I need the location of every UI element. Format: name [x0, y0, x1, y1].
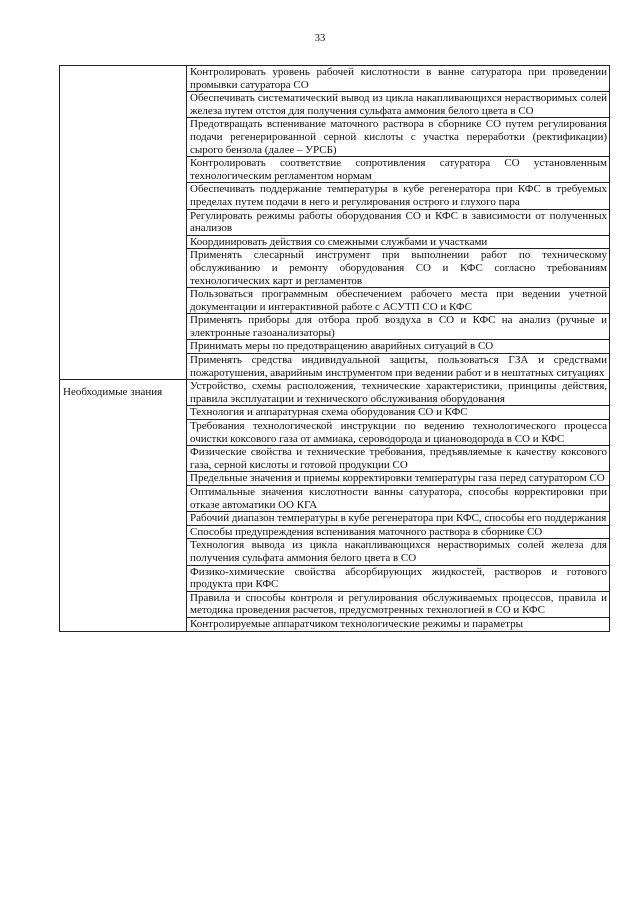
requirement-cell: Физические свойства и технические требования, предъявляемые к качеству коксового газа, серной кислоты и готовой продукции СО: [187, 446, 610, 472]
requirement-cell: Предельные значения и приемы корректировки температуры газа перед сатуратором СО: [187, 472, 610, 486]
requirement-cell: Регулировать режимы работы оборудования СО и КФС в зависимости от полученных анализов: [187, 209, 610, 235]
requirement-cell: Оптимальные значения кислотности ванны сатуратора, способы корректировки при отказе автоматики ОО КГА: [187, 486, 610, 512]
requirement-cell: Предотвращать вспенивание маточного раствора в сборнике СО путем регулирования подачи регенерированной серной кислоты с участка переработки (ректификации) сырого бензола (далее – УРСБ): [187, 118, 610, 157]
requirement-cell: Принимать меры по предотвращению аварийных ситуаций в СО: [187, 340, 610, 354]
requirement-cell: Технология и аппаратурная схема оборудования СО и КФС: [187, 406, 610, 420]
section-label: Необходимые знания: [60, 380, 187, 631]
requirement-cell: Технология вывода из цикла накапливающихся нерастворимых солей железа для получения сульфата аммония белого цвета в СО: [187, 539, 610, 565]
table-row: [60, 66, 610, 92]
page-number: 33: [314, 33, 326, 44]
requirement-cell: Обеспечивать поддержание температуры в кубе регенератора при КФС в требуемых пределах путем подачи в него и регулирования острого и глухого пара: [187, 183, 610, 209]
competency-table-body: [60, 66, 610, 632]
requirement-cell: Контролируемые аппаратчиком технологические режимы и параметры: [187, 617, 610, 631]
requirement-cell: Правила и способы контроля и регулирования обслуживаемых процессов, правила и методика проведения расчетов, предусмотренных технологией в СО и КФС: [187, 591, 610, 617]
section-label-empty: [60, 66, 187, 380]
requirement-cell: Требования технологической инструкции по ведению технологического процесса очистки коксового газа от аммиака, сероводорода и циановодорода в СО и КФС: [187, 420, 610, 446]
competency-table: [59, 65, 610, 632]
requirement-cell: Устройство, схемы расположения, технические характеристики, принципы действия, правила эксплуатации и технического обслуживания оборудования: [187, 380, 610, 406]
requirement-cell: Пользоваться программным обеспечением рабочего места при ведении учетной документации и интерактивной работе с АСУТП СО и КФС: [187, 288, 610, 314]
table-row: [60, 380, 610, 406]
requirement-cell: Способы предупреждения вспенивания маточного раствора в сборнике СО: [187, 525, 610, 539]
requirement-cell: Контролировать соответствие сопротивления сатуратора СО установленным технологическим регламентом нормам: [187, 157, 610, 183]
requirement-cell: Физико-химические свойства абсорбирующих жидкостей, растворов и готового продукта при КФС: [187, 565, 610, 591]
requirement-cell: Применять слесарный инструмент при выполнении работ по техническому обслуживанию и ремонту оборудования СО и КФС согласно требованиям технологических карт и регламентов: [187, 249, 610, 288]
requirement-cell: Контролировать уровень рабочей кислотности в ванне сатуратора при проведении промывки сатуратора СО: [187, 66, 610, 92]
requirement-cell: Применять приборы для отбора проб воздуха в СО и КФС на анализ (ручные и электронные газоанализаторы): [187, 314, 610, 340]
requirement-cell: Применять средства индивидуальной защиты, пользоваться ГЗА и средствами пожаротушения, аварийным инструментом при ведении работ и в нештатных ситуациях: [187, 354, 610, 380]
requirement-cell: Координировать действия со смежными службами и участками: [187, 235, 610, 249]
requirement-cell: Обеспечивать систематический вывод из цикла накапливающихся нерастворимых солей железа путем отстоя для получения сульфата аммония белого цвета в СО: [187, 92, 610, 118]
requirement-cell: Рабочий диапазон температуры в кубе регенератора при КФС, способы его поддержания: [187, 512, 610, 526]
